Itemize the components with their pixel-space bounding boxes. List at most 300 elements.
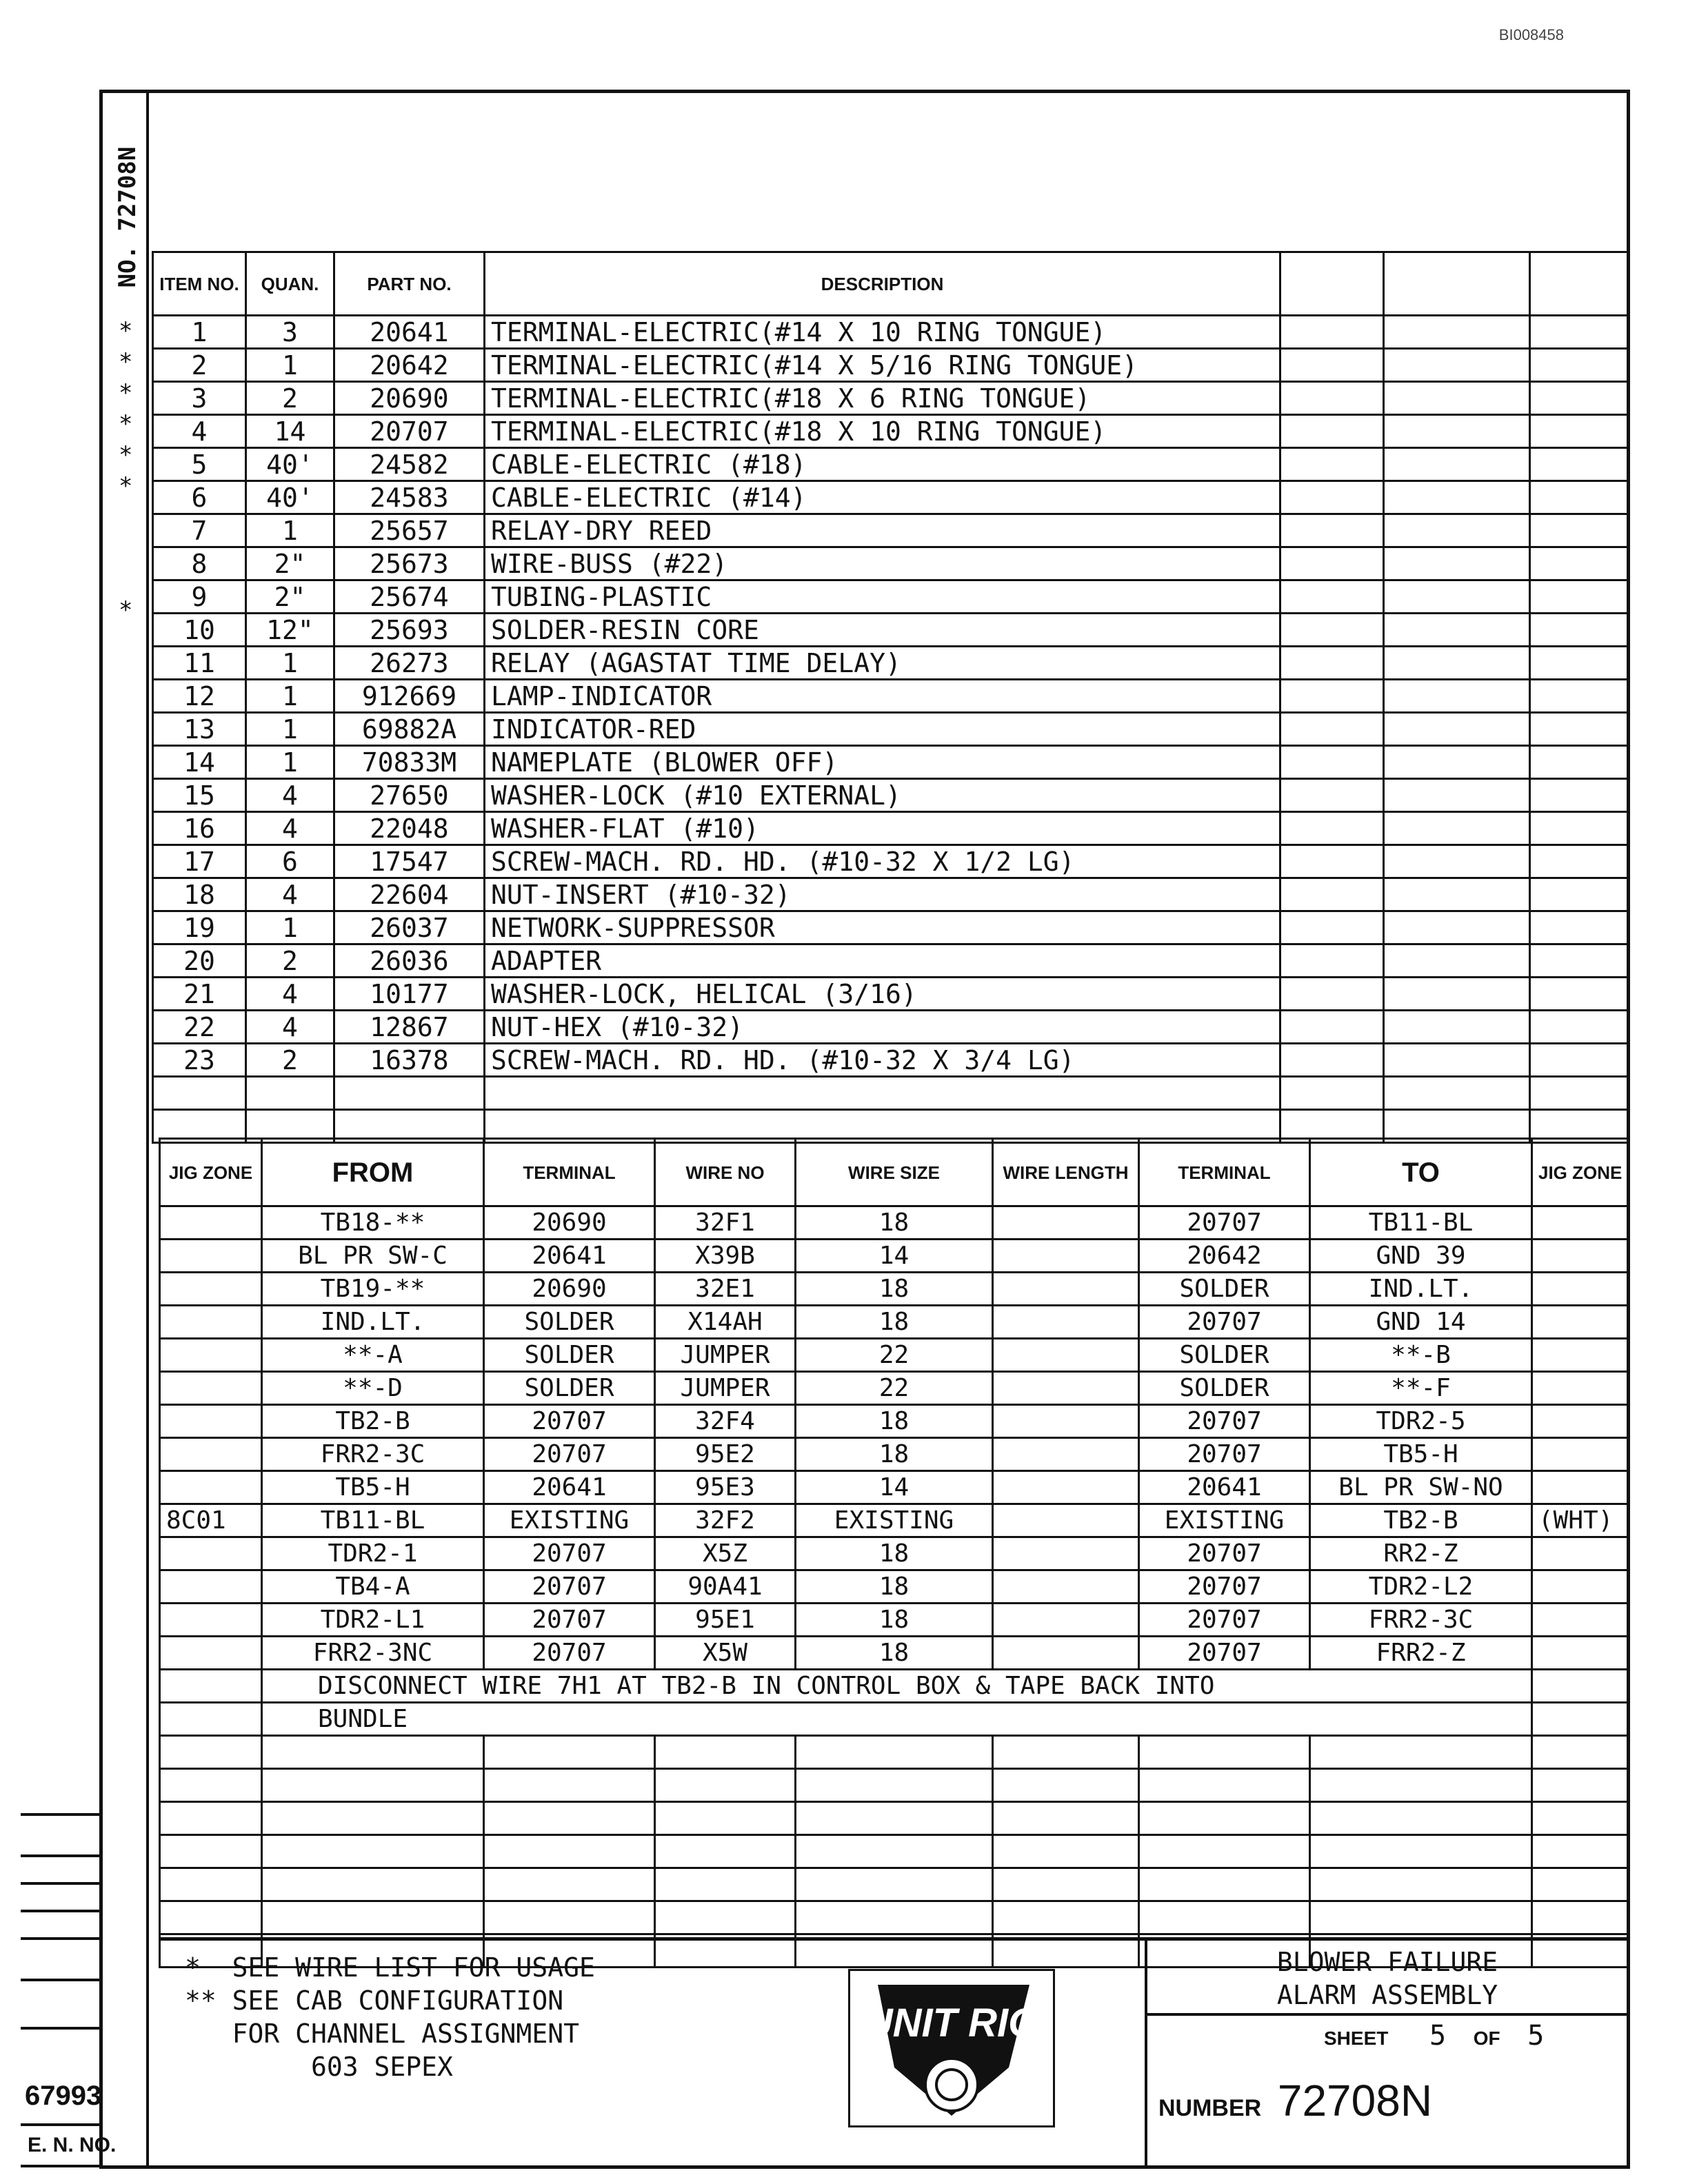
drawing-title: BLOWER FAILURE ALARM ASSEMBLY [1276,1947,1498,2010]
parts-row [153,547,1629,580]
wire-t2: 20707 [1139,1637,1310,1670]
part-part: 26273 [334,647,485,680]
part-desc: TERMINAL-ELECTRIC(#14 X 5/16 RING TONGUE) [485,349,1280,382]
parts-row [153,647,1629,680]
wire-jz2 [1532,1339,1629,1372]
wire-wno: 32F2 [655,1504,796,1537]
wire-to: RR2-Z [1310,1537,1532,1570]
part-item: 5 [153,448,246,481]
wire-to: TB2-B [1310,1504,1532,1537]
sheet-info: SHEET 5 OF 5 [1324,2020,1545,2052]
revision-line [21,2027,99,2030]
wire-t1: 20707 [484,1604,655,1637]
wire-len [993,1339,1139,1372]
wire-row [160,1504,1629,1537]
parts-row [153,580,1629,614]
parts-row [153,1011,1629,1044]
wire-row [160,1339,1629,1372]
parts-row [153,382,1629,415]
part-item: 22 [153,1011,246,1044]
header-jig-zone: JIG ZONE [160,1139,262,1206]
wire-len [993,1570,1139,1604]
wire-jz [160,1604,262,1637]
part-desc: TERMINAL-ELECTRIC(#18 X 10 RING TONGUE) [485,415,1280,448]
wire-wno: JUMPER [655,1372,796,1405]
wire-from: BL PR SW-C [262,1240,484,1273]
part-qty: 2" [246,547,334,580]
wire-t2: SOLDER [1139,1273,1310,1306]
part-qty: 4 [246,812,334,845]
wire-len [993,1604,1139,1637]
part-item: 16 [153,812,246,845]
wire-t2: 20642 [1139,1240,1310,1273]
part-part: 16378 [334,1044,485,1077]
part-desc: WIRE-BUSS (#22) [485,547,1280,580]
part-item: 3 [153,382,246,415]
wire-to: FRR2-Z [1310,1637,1532,1670]
part-part: 10177 [334,978,485,1011]
parts-row [153,944,1629,978]
parts-row [153,448,1629,481]
part-desc: CABLE-ELECTRIC (#18) [485,448,1280,481]
part-item: 23 [153,1044,246,1077]
usage-asterisk: * [119,441,133,469]
part-item: 21 [153,978,246,1011]
wire-len [993,1637,1139,1670]
en-label: E. N. NO. [28,2134,117,2156]
part-qty: 2 [246,382,334,415]
wire-wno: 32F4 [655,1405,796,1438]
svg-text:UNIT RIG: UNIT RIG [863,2001,1040,2045]
wire-size: 18 [796,1637,993,1670]
wire-size: 22 [796,1339,993,1372]
part-qty: 4 [246,878,334,911]
wire-from: FRR2-3C [262,1438,484,1471]
revision-line [21,1854,99,1857]
wire-row-blank [160,1769,1629,1802]
wire-jz [160,1471,262,1504]
wire-jz2 [1532,1537,1629,1570]
wire-from: **-D [262,1372,484,1405]
wire-wno: X5Z [655,1537,796,1570]
header-wire-size: WIRE SIZE [796,1139,993,1206]
header-description: DESCRIPTION [485,252,1280,316]
part-item: 7 [153,514,246,547]
wire-wno: 32F1 [655,1206,796,1240]
wire-size: 18 [796,1273,993,1306]
wire-from: TDR2-L1 [262,1604,484,1637]
part-part: 26037 [334,911,485,944]
wire-t2: 20707 [1139,1570,1310,1604]
part-qty: 4 [246,1011,334,1044]
wire-row [160,1273,1629,1306]
wire-row [160,1537,1629,1570]
parts-row [153,349,1629,382]
part-part: 20690 [334,382,485,415]
parts-row [153,978,1629,1011]
wire-row [160,1637,1629,1670]
part-qty: 4 [246,779,334,812]
part-item: 18 [153,878,246,911]
usage-asterisk: * [119,379,133,407]
wire-len [993,1240,1139,1273]
part-qty: 14 [246,415,334,448]
part-item: 15 [153,779,246,812]
wire-to: GND 39 [1310,1240,1532,1273]
wire-from: TB18-** [262,1206,484,1240]
wire-t2: 20641 [1139,1471,1310,1504]
parts-row [153,911,1629,944]
wire-size: 18 [796,1405,993,1438]
wire-row [160,1405,1629,1438]
part-part: 20707 [334,415,485,448]
wire-from: TDR2-1 [262,1537,484,1570]
wire-note-row [160,1703,1629,1736]
wire-wno: 95E1 [655,1604,796,1637]
wire-t2: 20707 [1139,1537,1310,1570]
wire-t2: SOLDER [1139,1372,1310,1405]
wire-t1: 20641 [484,1240,655,1273]
part-part: 27650 [334,779,485,812]
part-desc: SOLDER-RESIN CORE [485,614,1280,647]
wire-jz [160,1570,262,1604]
part-qty: 2 [246,1044,334,1077]
part-qty: 2 [246,944,334,978]
wire-wno: X5W [655,1637,796,1670]
header-wire-no: WIRE NO [655,1139,796,1206]
parts-row [153,845,1629,878]
wire-from: TB5-H [262,1471,484,1504]
wire-t1: 20641 [484,1471,655,1504]
wire-t1: SOLDER [484,1306,655,1339]
part-part: 25673 [334,547,485,580]
wire-jz2 [1532,1471,1629,1504]
part-desc: INDICATOR-RED [485,713,1280,746]
wire-wno: X14AH [655,1306,796,1339]
part-desc: CABLE-ELECTRIC (#14) [485,481,1280,514]
part-item: 6 [153,481,246,514]
wire-to: TDR2-5 [1310,1405,1532,1438]
wire-jz [160,1273,262,1306]
wire-size: 18 [796,1206,993,1240]
part-item: 8 [153,547,246,580]
part-desc: TERMINAL-ELECTRIC(#18 X 6 RING TONGUE) [485,382,1280,415]
part-item: 19 [153,911,246,944]
header-item-no: ITEM NO. [153,252,246,316]
parts-row [153,878,1629,911]
part-part: 20641 [334,316,485,349]
part-part: 912669 [334,680,485,713]
wire-len [993,1273,1139,1306]
wire-jz2 [1532,1637,1629,1670]
part-qty: 1 [246,713,334,746]
part-desc: LAMP-INDICATOR [485,680,1280,713]
wire-t2: 20707 [1139,1438,1310,1471]
wire-t1: 20707 [484,1405,655,1438]
wire-note-row [160,1670,1629,1703]
wire-size: 18 [796,1604,993,1637]
wire-row-blank [160,1901,1629,1934]
part-desc: SCREW-MACH. RD. HD. (#10-32 X 3/4 LG) [485,1044,1280,1077]
header-quantity: QUAN. [246,252,334,316]
wire-row-blank [160,1736,1629,1769]
part-qty: 3 [246,316,334,349]
parts-row [153,614,1629,647]
part-item: 17 [153,845,246,878]
part-item: 20 [153,944,246,978]
en-number: 67993 [25,2081,102,2111]
wire-t2: 20707 [1139,1206,1310,1240]
part-part: 26036 [334,944,485,978]
header-terminal: TERMINAL [484,1139,655,1206]
part-qty: 1 [246,349,334,382]
wire-jz2 [1532,1372,1629,1405]
wire-to: TB11-BL [1310,1206,1532,1240]
wire-t2: 20707 [1139,1306,1310,1339]
wire-t1: 20707 [484,1537,655,1570]
parts-row [153,779,1629,812]
title-block-top [159,1937,1627,1941]
part-qty: 1 [246,514,334,547]
header-wire-length: WIRE LENGTH [993,1139,1139,1206]
wire-row [160,1240,1629,1273]
wire-row [160,1206,1629,1240]
wire-wno: 90A41 [655,1570,796,1604]
wire-jz2 [1532,1405,1629,1438]
header-part-no: PART NO. [334,252,485,316]
wire-jz [160,1637,262,1670]
wire-t1: SOLDER [484,1372,655,1405]
wire-row-blank [160,1868,1629,1901]
wire-to: FRR2-3C [1310,1604,1532,1637]
parts-row [153,746,1629,779]
wire-jz [160,1206,262,1240]
part-desc: NUT-INSERT (#10-32) [485,878,1280,911]
part-qty: 12" [246,614,334,647]
wire-list-table [159,1138,1629,1968]
header-terminal-2: TERMINAL [1139,1139,1310,1206]
wire-len [993,1504,1139,1537]
wire-len [993,1405,1139,1438]
header-to: TO [1310,1139,1532,1206]
wire-note: DISCONNECT WIRE 7H1 AT TB2-B IN CONTROL BOX & TAPE BACK INTO [262,1670,1532,1703]
part-item: 10 [153,614,246,647]
part-qty: 2" [246,580,334,614]
wire-jz2: (WHT) [1532,1504,1629,1537]
wire-jz [160,1537,262,1570]
wire-to: **-B [1310,1339,1532,1372]
parts-row [153,1044,1629,1077]
revision-line [21,1813,99,1816]
wire-size: 18 [796,1306,993,1339]
header-jig-zone-2: JIG ZONE [1532,1139,1629,1206]
revision-line [21,1937,99,1940]
wire-t1: EXISTING [484,1504,655,1537]
wire-len [993,1206,1139,1240]
parts-row [153,514,1629,547]
wire-from: TB2-B [262,1405,484,1438]
part-item: 12 [153,680,246,713]
part-desc: WASHER-LOCK, HELICAL (3/16) [485,978,1280,1011]
wire-jz2 [1532,1240,1629,1273]
parts-row [153,680,1629,713]
part-desc: NUT-HEX (#10-32) [485,1011,1280,1044]
part-desc: TERMINAL-ELECTRIC(#14 X 10 RING TONGUE) [485,316,1280,349]
wire-len [993,1438,1139,1471]
usage-asterisk: * [119,317,133,345]
wire-size: EXISTING [796,1504,993,1537]
part-item: 14 [153,746,246,779]
wire-from: TB4-A [262,1570,484,1604]
wire-note: BUNDLE [262,1703,1532,1736]
wire-t1: 20707 [484,1570,655,1604]
revision-line [21,1910,99,1912]
part-part: 22048 [334,812,485,845]
revision-line [21,1882,99,1885]
part-desc: SCREW-MACH. RD. HD. (#10-32 X 1/2 LG) [485,845,1280,878]
part-qty: 40' [246,448,334,481]
wire-row [160,1604,1629,1637]
wire-size: 18 [796,1570,993,1604]
unit-rig-logo [848,1969,1055,2127]
wire-jz [160,1240,262,1273]
wire-wno: 95E3 [655,1471,796,1504]
part-desc: WASHER-FLAT (#10) [485,812,1280,845]
parts-row [153,713,1629,746]
part-part: 69882A [334,713,485,746]
part-part: 24582 [334,448,485,481]
wire-from: FRR2-3NC [262,1637,484,1670]
wire-row [160,1372,1629,1405]
part-item: 2 [153,349,246,382]
wire-row [160,1306,1629,1339]
part-item: 1 [153,316,246,349]
wire-t2: 20707 [1139,1604,1310,1637]
wire-t1: 20690 [484,1273,655,1306]
part-item: 9 [153,580,246,614]
wire-row-blank [160,1835,1629,1868]
wire-size: 18 [796,1438,993,1471]
wire-to: TDR2-L2 [1310,1570,1532,1604]
wire-len [993,1372,1139,1405]
wire-from: IND.LT. [262,1306,484,1339]
parts-row-blank [153,1077,1629,1110]
document-id: BI008458 [1498,26,1564,43]
wire-size: 14 [796,1471,993,1504]
part-desc: NETWORK-SUPPRESSOR [485,911,1280,944]
part-item: 13 [153,713,246,746]
usage-asterisk: * [119,472,133,500]
parts-row [153,481,1629,514]
wire-t1: 20707 [484,1438,655,1471]
wire-row [160,1438,1629,1471]
wire-to: GND 14 [1310,1306,1532,1339]
part-part: 20642 [334,349,485,382]
wire-wno: 95E2 [655,1438,796,1471]
wire-row [160,1570,1629,1604]
wire-from: **-A [262,1339,484,1372]
wire-row [160,1471,1629,1504]
wire-t2: SOLDER [1139,1339,1310,1372]
parts-row [153,415,1629,448]
wire-size: 22 [796,1372,993,1405]
part-qty: 40' [246,481,334,514]
part-desc: NAMEPLATE (BLOWER OFF) [485,746,1280,779]
part-desc: RELAY-DRY REED [485,514,1280,547]
wire-to: TB5-H [1310,1438,1532,1471]
side-column-divider [146,90,149,2169]
part-desc: ADAPTER [485,944,1280,978]
part-qty: 6 [246,845,334,878]
wire-jz2 [1532,1306,1629,1339]
wire-to: IND.LT. [1310,1273,1532,1306]
wire-len [993,1537,1139,1570]
part-desc: WASHER-LOCK (#10 EXTERNAL) [485,779,1280,812]
parts-list-table [152,251,1629,1144]
wire-jz2 [1532,1570,1629,1604]
wire-len [993,1306,1139,1339]
wire-len [993,1471,1139,1504]
wire-t1: 20690 [484,1206,655,1240]
wire-jz [160,1339,262,1372]
part-part: 25657 [334,514,485,547]
side-drawing-number: NO. 72708N [114,146,141,288]
usage-asterisk: * [119,348,133,376]
wire-jz [160,1306,262,1339]
wire-jz2 [1532,1273,1629,1306]
wire-to: BL PR SW-NO [1310,1471,1532,1504]
revision-line [21,1979,99,1981]
wire-size: 18 [796,1537,993,1570]
wire-jz [160,1372,262,1405]
part-part: 12867 [334,1011,485,1044]
wire-to: **-F [1310,1372,1532,1405]
wire-wno: 32E1 [655,1273,796,1306]
part-qty: 1 [246,647,334,680]
wire-jz2 [1532,1206,1629,1240]
part-desc: TUBING-PLASTIC [485,580,1280,614]
part-part: 70833M [334,746,485,779]
part-qty: 1 [246,680,334,713]
wire-wno: X39B [655,1240,796,1273]
part-part: 25674 [334,580,485,614]
wire-wno: JUMPER [655,1339,796,1372]
wire-jz: 8C01 [160,1504,262,1537]
part-item: 11 [153,647,246,680]
usage-asterisk: * [119,410,133,438]
part-qty: 4 [246,978,334,1011]
wire-row-blank [160,1802,1629,1835]
general-notes: * SEE WIRE LIST FOR USAGE ** SEE CAB CONFIGURATION FOR CHANNEL ASSIGNMENT 603 SEPEX [185,1952,595,2082]
wire-jz [160,1438,262,1471]
wire-from: TB19-** [262,1273,484,1306]
part-part: 17547 [334,845,485,878]
drawing-number: NUMBER 72708N [1158,2076,1433,2125]
parts-row [153,812,1629,845]
part-part: 25693 [334,614,485,647]
wire-jz2 [1532,1604,1629,1637]
wire-t1: 20707 [484,1637,655,1670]
wire-t2: EXISTING [1139,1504,1310,1537]
part-item: 4 [153,415,246,448]
part-desc: RELAY (AGASTAT TIME DELAY) [485,647,1280,680]
parts-row [153,316,1629,349]
part-qty: 1 [246,911,334,944]
part-part: 22604 [334,878,485,911]
part-part: 24583 [334,481,485,514]
wire-size: 14 [796,1240,993,1273]
wire-jz2 [1532,1438,1629,1471]
